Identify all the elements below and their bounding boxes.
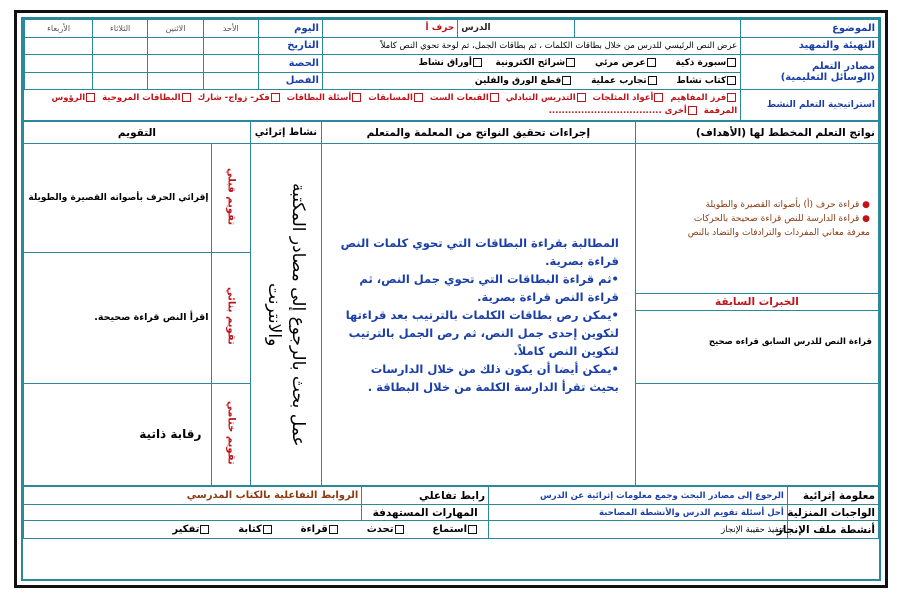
enrichment-info-label: معلومة إثرائية (787, 487, 878, 505)
skills-empty (24, 505, 362, 521)
assess-text-formative: اقرأ النص قراءة صحيحة. (24, 252, 212, 383)
period-label: الحصة (259, 55, 323, 73)
strategy-option[interactable]: أعواد المثلجات (593, 93, 665, 103)
day-thursday (24, 20, 25, 38)
portfolio-label: أنشطة ملف الإنجاز (787, 521, 878, 539)
intro-label: التهيئة والتمهيد (741, 37, 879, 55)
resources-row-1 (322, 55, 740, 73)
assess-label-summative: تقويم ختامي (212, 383, 250, 485)
strategy-option[interactable]: البطاقات المروحية (102, 93, 191, 103)
prior-section (635, 293, 878, 383)
class-label: الفصل (259, 72, 323, 90)
skills-label: المهارات المستهدفة (362, 505, 489, 521)
resource-option[interactable]: شرائح الكترونية (496, 58, 577, 68)
date-cell-1[interactable] (203, 37, 258, 55)
assess-text-summative: رقابة ذاتية (24, 383, 212, 485)
main-table (23, 121, 879, 486)
date-cell-3[interactable] (92, 37, 147, 55)
class-cell-2[interactable] (148, 72, 203, 90)
strategy-option[interactable]: أخرى ................................... (549, 106, 698, 116)
goals-cell (635, 144, 878, 293)
class-cell-4[interactable] (25, 72, 93, 90)
strategy-label: استراتيجية التعلم النشط (741, 90, 879, 121)
procedure-item: •يمكن أيضا أن يكون ذلك من خلال الدارسات بحيث تقرأ الدارسة الكلمة من خلال البطاقة . (367, 361, 619, 394)
lesson-label: الدرس (458, 20, 575, 38)
assess-label-formative: تقويم بنائي (212, 252, 250, 383)
day-sunday: الأحد (203, 20, 258, 38)
resource-option[interactable]: سبورة ذكية (675, 58, 737, 68)
strategy-option[interactable]: فكر- زواج- شارك (197, 93, 280, 103)
resource-option[interactable]: أوراق نشاط (419, 58, 483, 68)
period-cell-2[interactable] (148, 55, 203, 73)
date-label: التاريخ (259, 37, 323, 55)
enrichment-cell (250, 144, 321, 486)
resource-option[interactable]: قطع الورق والفلين (475, 76, 572, 86)
enrichment-text: عمل بحث بالرجوع إلى مصادر المكتبة والانترنت (263, 182, 308, 447)
resources-row-2 (322, 72, 740, 90)
skill-option-writing[interactable]: كتابة (238, 524, 272, 535)
strategy-option[interactable]: التدريس التبادلي (506, 93, 587, 103)
resource-option[interactable]: كتاب نشاط (676, 76, 737, 86)
header-table (23, 19, 879, 121)
strategy-option[interactable]: الرؤوس (51, 93, 96, 103)
class-cell-5[interactable] (24, 72, 25, 90)
goal-extra: معرفة معاني المفردات والترادفات والتضاد بالنص (687, 227, 870, 238)
day-monday: الاثنين (148, 20, 203, 38)
strategy-option[interactable]: المسابقات (368, 93, 424, 103)
enrichment-info-text: الرجوع إلى مصادر البحث وجمع معلومات إثرائية عن الدرس (489, 487, 788, 505)
skills-checkboxes (24, 521, 489, 539)
resource-option[interactable]: تجارب عملية (591, 76, 658, 86)
period-cell-5[interactable] (24, 55, 25, 73)
lesson-plan-frame (21, 17, 881, 581)
outcomes-extra-cell (635, 383, 878, 485)
goal-item: ● قراءة حرف (أ) بأصواته القصيرة والطويلة (705, 199, 870, 210)
lesson-plan-page (14, 10, 888, 588)
homework-text: أحل أسئلة تقويم الدرس والأنشطة المصاحبة (489, 505, 788, 521)
footer-table (23, 486, 879, 539)
procedure-item: •ثم قراءة البطاقات التي تحوي جمل النص، ثم قراءة النص قراءة بصرية. (359, 271, 619, 304)
enrichment-header: نشاط إثرائي (250, 122, 321, 144)
lesson-value[interactable]: حرف أ (322, 20, 457, 38)
textbook-links[interactable]: الروابط التفاعلية بالكتاب المدرسي (24, 487, 362, 505)
goal-item: ● قراءة الدارسة للنص قراءة صحيحة بالحركات (693, 213, 870, 224)
skill-option-thinking[interactable]: تفكير (172, 524, 210, 535)
resources-label: مصادر التعلم (الوسائل التعليمية) (741, 55, 879, 90)
procedures-header: إجراءات تحقيق النواتج من المعلمة والمتعلم (321, 122, 635, 144)
date-cell-4[interactable] (25, 37, 93, 55)
procedures-cell (321, 144, 635, 486)
period-cell-4[interactable] (25, 55, 93, 73)
assess-text-pre: إقرائي الحرف بأصواته القصيرة والطويلة (24, 144, 212, 252)
portfolio-text: تنفيذ حقيبة الإنجاز (489, 521, 788, 539)
strategy-option[interactable]: القبعات الست (430, 93, 500, 103)
strategy-option[interactable]: المرقمة (703, 106, 738, 117)
class-cell-3[interactable] (92, 72, 147, 90)
period-cell-1[interactable] (203, 55, 258, 73)
strategy-option[interactable]: فرز المفاهيم (670, 93, 737, 103)
day-tuesday: الثلاثاء (92, 20, 147, 38)
day-wednesday: الأربعاء (25, 20, 93, 38)
interactive-link-label: رابط تفاعلي (362, 487, 489, 505)
prior-header: الخبرات السابقة (636, 294, 878, 311)
homework-label: الواجبات المنزلية (787, 505, 878, 521)
procedure-item: المطالبة بقراءة البطاقات التي تحوي كلمات النص قراءة بصرية. (340, 235, 619, 268)
date-cell-5[interactable] (24, 37, 25, 55)
date-cell-2[interactable] (148, 37, 203, 55)
period-cell-3[interactable] (92, 55, 147, 73)
subject-label: الموضوع (741, 20, 879, 38)
strategy-option[interactable]: أسئلة البطاقات (287, 93, 363, 103)
subject-value[interactable] (575, 20, 741, 38)
class-cell-1[interactable] (203, 72, 258, 90)
skill-option-speaking[interactable]: تحدث (367, 524, 405, 535)
assessment-header: التقويم (24, 122, 251, 144)
day-label: اليوم (259, 20, 323, 38)
assess-label-pre: تقويم قبلي (212, 144, 250, 252)
procedure-item: •يمكن رص بطاقات الكلمات بالترتيب بعد قراءتها لتكوين إحدى جمل النص، ثم رص الجمل بالترتيب لتكوين النص كاملاً. (345, 307, 619, 358)
skill-option-reading[interactable]: قراءة (301, 524, 339, 535)
skill-option-listening[interactable]: استماع (432, 524, 478, 535)
prior-text: قراءة النص للدرس السابق قراءه صحيح (708, 336, 872, 347)
outcomes-header: نواتج التعلم المخطط لها (الأهداف) (635, 122, 878, 144)
strategies-list (24, 90, 741, 121)
resource-option[interactable]: عرض مرئي (595, 58, 657, 68)
intro-text: عرض النص الرئيسي للدرس من خلال بطاقات الكلمات ، ثم بطاقات الجمل، ثم لوحة تحوي النص كاملاً (322, 37, 740, 55)
